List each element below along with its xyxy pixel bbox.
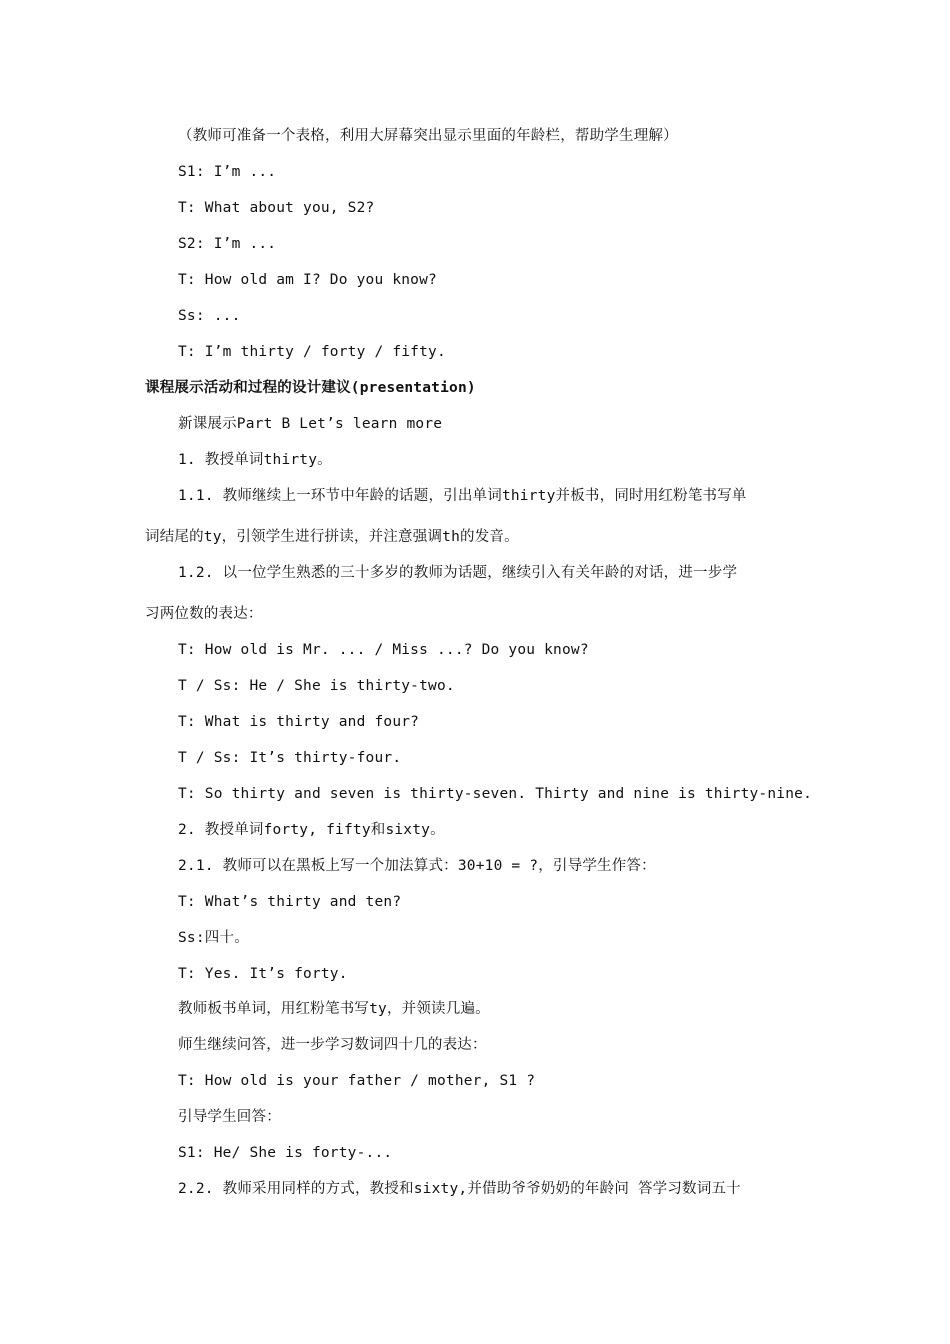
text-line: 2.2. 教师采用同样的方式，教授和sixty,并借助爷爷奶奶的年龄问 答学习数词五十 <box>178 1181 741 1197</box>
text-line: T: How old am I? Do you know? <box>178 272 437 288</box>
text-line: 师生继续问答，进一步学习数词四十几的表达： <box>178 1037 487 1053</box>
text-line: T: What is thirty and four? <box>178 714 420 730</box>
text-line: Ss: ... <box>178 308 241 324</box>
text-line: 2.1. 教师可以在黑板上写一个加法算式：30+10 = ?，引导学生作答： <box>178 858 656 874</box>
text-line: T: So thirty and seven is thirty-seven. Thirty and nine is thirty-nine. <box>178 786 813 802</box>
text-line: T: I’m thirty / forty / fifty. <box>178 344 446 360</box>
section-heading: 课程展示活动和过程的设计建议(presentation) <box>145 380 476 396</box>
text-line: 1.1. 教师继续上一环节中年龄的话题，引出单词thirty并板书，同时用红粉笔书写单 <box>178 488 747 504</box>
text-line: 引导学生回答： <box>178 1109 281 1125</box>
text-line: S2: I’m ... <box>178 236 277 252</box>
text-line: T: Yes. It’s forty. <box>178 966 348 982</box>
text-line: T: How old is your father / mother, S1 ? <box>178 1073 536 1089</box>
text-line: T: How old is Mr. ... / Miss ...? Do you know? <box>178 642 589 658</box>
text-line: S1: He/ She is forty-... <box>178 1145 393 1161</box>
text-line: 1.2. 以一位学生熟悉的三十多岁的教师为话题，继续引入有关年龄的对话，进一步学 <box>178 565 738 581</box>
text-line: Ss:四十。 <box>178 930 249 946</box>
text-line: T / Ss: It’s thirty-four. <box>178 750 402 766</box>
text-line: T: What about you, S2? <box>178 200 375 216</box>
text-line: （教师可准备一个表格，利用大屏幕突出显示里面的年龄栏，帮助学生理解） <box>178 128 678 144</box>
text-line: 习两位数的表达： <box>145 606 263 622</box>
text-line: 2. 教授单词forty, fifty和sixty。 <box>178 822 445 838</box>
text-line: S1: I’m ... <box>178 164 277 180</box>
text-line: 词结尾的ty，引领学生进行拼读，并注意强调th的发音。 <box>145 529 519 545</box>
text-line: 教师板书单词，用红粉笔书写ty，并领读几遍。 <box>178 1001 490 1017</box>
text-line: 1. 教授单词thirty。 <box>178 452 332 468</box>
text-line: 新课展示Part B Let’s learn more <box>178 416 443 432</box>
text-line: T: What’s thirty and ten? <box>178 894 402 910</box>
text-line: T / Ss: He / She is thirty-two. <box>178 678 455 694</box>
